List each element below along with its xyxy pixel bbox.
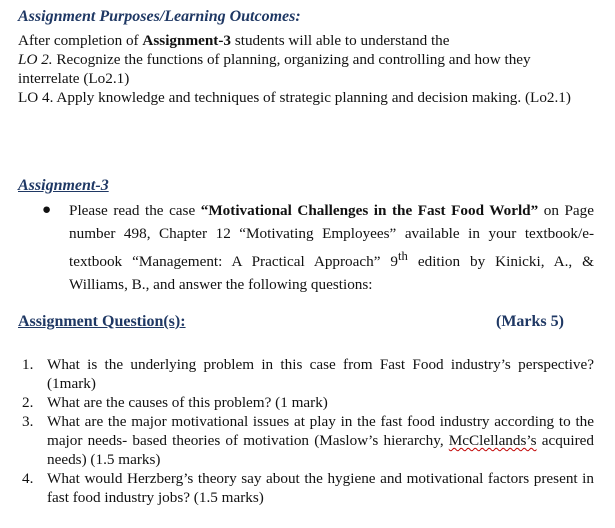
question-number: 1. [22, 356, 34, 373]
question-item [22, 469, 594, 507]
question-item [22, 412, 594, 469]
lo2-text: Recognize the functions of planning, organizing and controlling and how they interrelate (Lo2.1) [18, 51, 531, 87]
intro-assignment-bold: Assignment-3 [142, 32, 232, 49]
question-item [22, 355, 594, 393]
question-number: 3. [22, 413, 34, 430]
spellcheck-flagged-word: McClellands’s [448, 432, 537, 449]
case-instruction [69, 200, 594, 296]
question-item [22, 393, 594, 412]
question-text: What is the underlying problem in this case from Fast Food industry’s perspective? (1mark) [47, 356, 594, 392]
intro-pre: After completion of [18, 32, 143, 49]
learning-outcomes-block [18, 31, 593, 107]
lo2-line [18, 50, 593, 88]
bullet-dot-icon: ● [42, 201, 52, 218]
question-text-pre: What are the major motivational issues at play in the fast food industry according to the major needs- based theories of motivation (Maslow’s hierarchy, [47, 413, 594, 449]
intro-post: students will able to understand the [231, 32, 450, 49]
edition-superscript: th [398, 249, 408, 263]
case-post: on Page number 498, Chapter 12 “Motivating Employees” available in your textbook/e-textbook “Management: A Practical Approach” 9 [69, 202, 594, 271]
question-text: What are the causes of this problem? (1 mark) [47, 394, 328, 411]
assignment-heading: Assignment-3 [18, 177, 109, 194]
case-pre: Please read the case [69, 202, 201, 219]
lo4-line: LO 4. Apply knowledge and techniques of strategic planning and decision making. (Lo2.1) [18, 89, 571, 106]
case-title-bold: “Motivational Challenges in the Fast Food World” [200, 202, 539, 219]
intro-line [18, 31, 593, 50]
question-text-post: acquired needs) (1.5 marks) [47, 432, 594, 468]
question-number: 2. [22, 394, 34, 411]
questions-heading: Assignment Question(s): [18, 313, 186, 330]
case-end: edition by Kinicki, A., & Williams, B., and answer the following questions: [69, 253, 594, 293]
marks-label: (Marks 5) [496, 313, 564, 330]
purposes-heading: Assignment Purposes/Learning Outcomes: [18, 8, 301, 25]
case-bullet [42, 200, 594, 296]
question-text: What would Herzberg’s theory say about the hygiene and motivational factors present in fast food industry jobs? (1.5 marks) [47, 470, 594, 506]
question-number: 4. [22, 470, 34, 487]
lo2-label: LO 2. [18, 51, 53, 68]
question-list [22, 355, 594, 507]
